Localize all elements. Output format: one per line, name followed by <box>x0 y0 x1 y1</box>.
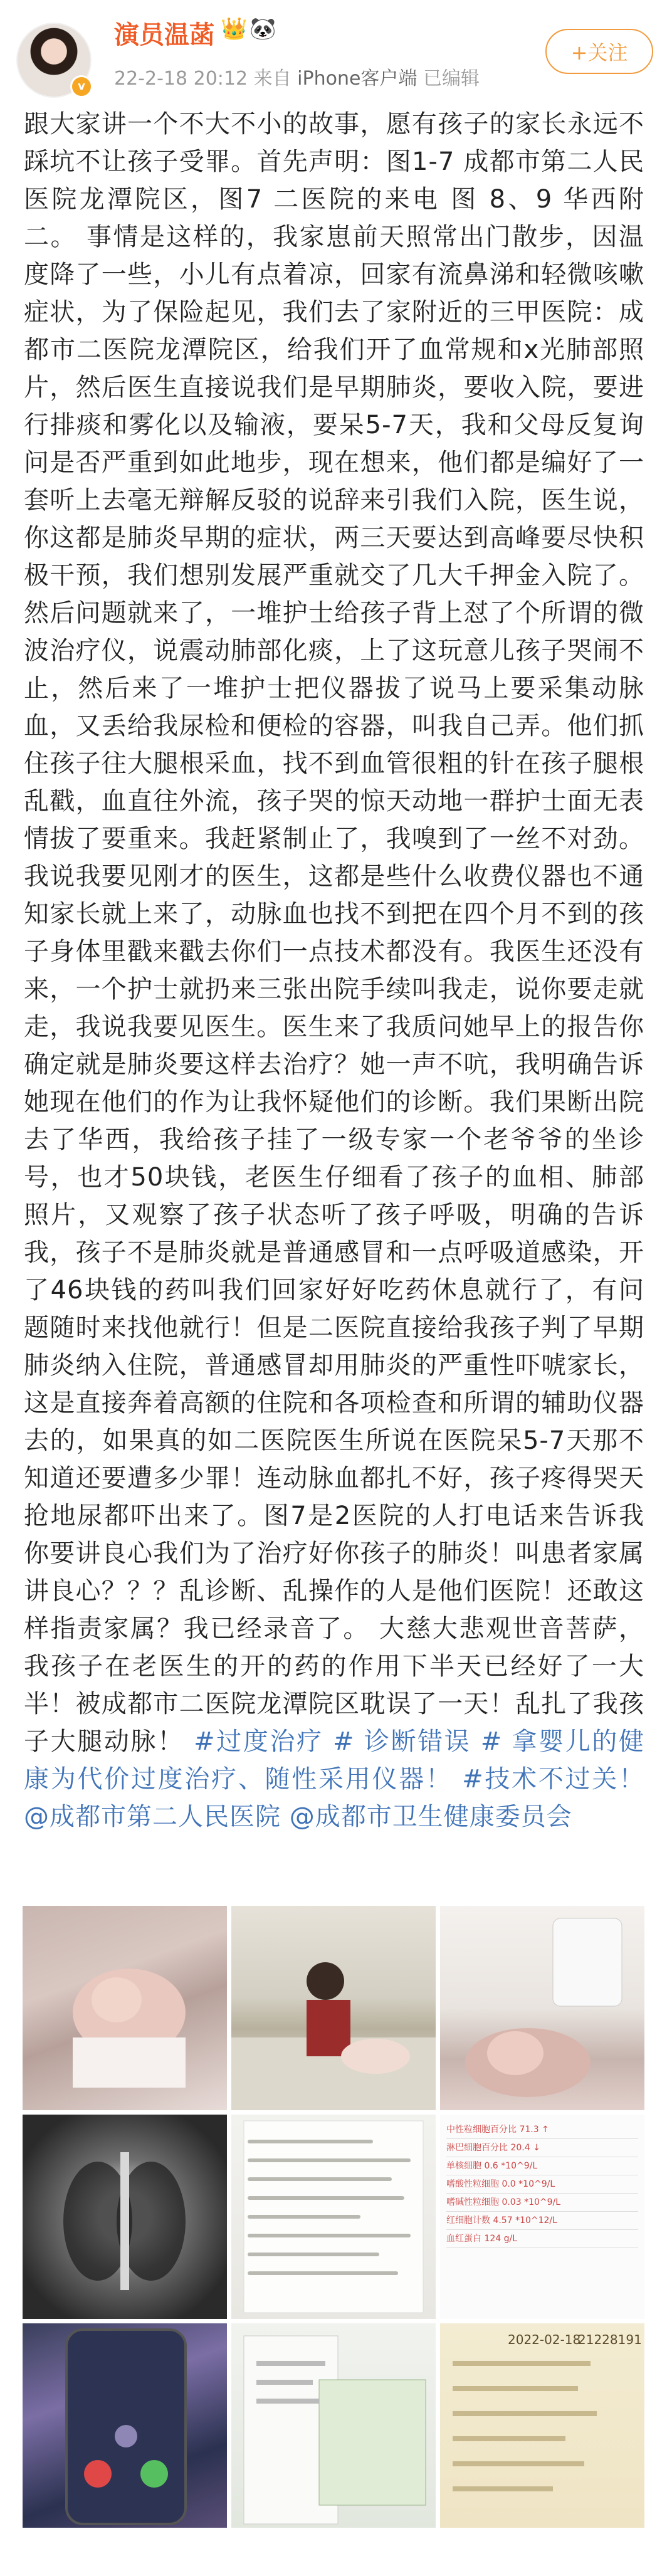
photo-phone-call[interactable] <box>23 2323 227 2528</box>
blood-test-row: 血红蛋白 124 g/L <box>446 2230 638 2248</box>
prescription-icon <box>231 2323 436 2528</box>
blood-test-row: 单核细胞 0.6 *10^9/L <box>446 2157 638 2175</box>
verified-badge-icon: v <box>70 75 93 98</box>
photo-nurse-treatment[interactable] <box>231 1906 436 2110</box>
post-body <box>24 105 644 1836</box>
photo-chest-xray[interactable] <box>23 2115 227 2319</box>
blood-test-row: 嗜碱性粒细胞 0.03 *10^9/L <box>446 2194 638 2212</box>
baby-photo-icon <box>23 1906 227 2110</box>
follow-button[interactable]: +关注 <box>545 29 653 74</box>
crown-icon: 👑 <box>221 16 248 41</box>
mention-chengdu-second-hospital[interactable]: @成都市第二人民医院 <box>24 1802 281 1831</box>
image-grid <box>23 1906 644 2569</box>
photo-baby-bed[interactable] <box>23 1906 227 2110</box>
panda-icon: 🐼 <box>249 16 276 41</box>
hashtag-misdiagnosis[interactable]: # 诊断错误 <box>333 1727 471 1756</box>
hashtag-infant-health[interactable]: # 拿婴儿的健康为代价过度治疗、随性采用仪器！ <box>24 1727 645 1794</box>
receipt-date: 2022-02-18 <box>508 2332 581 2347</box>
post-date: 22-2-18 20:12 <box>114 68 248 90</box>
receipt-icon <box>440 2323 644 2528</box>
xray-icon <box>23 2115 227 2319</box>
post-header <box>0 0 667 94</box>
blood-test-rows <box>446 2121 638 2248</box>
nurse-photo-icon <box>231 1906 436 2110</box>
device-photo-icon <box>440 1906 644 2110</box>
post-text: 跟大家讲一个不大不小的故事，愿有孩子的家长永远不踩坑不让孩子受罪。首先声明：图1-7 成都市第二人民医院龙潭院区，图7 二医院的来电 图 8、9 华西附二。 事情是这样的，我家崽前天照常出门散步，因温度降了一些，小儿有点着凉，回家有流鼻涕和轻微咳嗽症状，为了保险起见，我们去了家附近的三甲医院：成都市二医院龙潭院区，给我们开了血常规和x光肺部照片，然后医生直接说我们是早期肺炎，要收入院，要进行排痰和雾化以及输液，要呆5-7天，我和父母反复询问是否严重到如此地步，现在想来，他们都是编好了一套听上去毫无辩解反驳的说辞来引我们入院，医生说，你这都是肺炎早期的症状，两三天要达到高峰要尽快积极干预，我们想别发展严重就交了几大千押金入院了。然后问题就来了，一堆护士给孩子背上怼了个所谓的微波治疗仪，说震动肺部化痰，上了这玩意儿孩子哭闹不止，然后来了一堆护士把仪器拔了说马上要采集动脉血，又丢给我尿检和便检的容器，叫我自己弄。他们抓住孩子往大腿根采血，找不到血管很粗的针在孩子腿根乱戳，血直往外流，孩子哭的惊天动地一群护士面无表情拔了要重来。我赶紧制止了，我嗅到了一丝不对劲。我说我要见刚才的医生，这都是些什么收费仪器也不通知家长就上来了，动脉血也找不到把在四个月不到的孩子身体里戳来戳去你们一点技术都没有。我医生还没有来，一个护士就扔来三张出院手续叫我走，说你要走就走，我说我要见医生。医生来了我质问她早上的报告你确定就是肺炎要这样去治疗？她一声不吭，我明确告诉她现在他们的作为让我怀疑他们的诊断。我们果断出院去了华西，我给孩子挂了一级专家一个老爷爷的坐诊号，也才50块钱，老医生仔细看了孩子的血相、肺部照片，又观察了孩子状态听了孩子呼吸，明确的告诉我，孩子不是肺炎就是普通感冒和一点呼吸道感染，开了46块钱的药叫我们回家好好吃药休息就行了，有问题随时来找他就行！但是二医院直接给我孩子判了早期肺炎纳入住院，普通感冒却用肺炎的严重性吓唬家长，这是直接奔着高额的住院和各项检查和所谓的辅助仪器去的，如果真的如二医院医生所说在医院呆5-7天那不知道还要遭多少罪！连动脉血都扎不好，孩子疼得哭天抢地尿都吓出来了。图7是2医院的人打电话来告诉我你要讲良心我们为了治疗好你孩子的肺炎！叫患者家属讲良心？？？乱诊断、乱操作的人是他们医院！还敢这样指责家属？我已经录音了。 大慈大悲观世音菩萨，我孩子在老医生的开的药的作用下半天已经好了一大半！被成都市二医院龙潭院区耽误了一天！乱扎了我孩子大腿动脉！ <box>24 110 644 1756</box>
photo-receipt[interactable] <box>440 2323 644 2528</box>
phone-call-icon <box>23 2323 227 2528</box>
blood-test-row: 红细胞计数 4.57 *10^12/L <box>446 2212 638 2230</box>
post-source: iPhone客户端 <box>297 68 418 90</box>
author-name[interactable]: 演员温菡 <box>114 21 214 50</box>
photo-prescription[interactable] <box>231 2323 436 2528</box>
hashtag-overtreatment[interactable]: #过度治疗 <box>194 1727 323 1756</box>
blood-test-row: 嗜酸性粒细胞 0.0 *10^9/L <box>446 2175 638 2194</box>
photo-baby-device[interactable] <box>440 1906 644 2110</box>
post-meta <box>114 63 480 90</box>
mention-chengdu-health-commission[interactable]: @成都市卫生健康委员会 <box>289 1802 572 1831</box>
receipt-code: 21228191 <box>578 2332 642 2347</box>
blood-test-row: 中性粒细胞百分比 71.3 ↑ <box>446 2121 638 2139</box>
hashtag-poor-skill[interactable]: #技术不过关！ <box>462 1765 645 1794</box>
edited-label[interactable]: 已编辑 <box>423 68 480 90</box>
photo-medical-document[interactable] <box>231 2115 436 2319</box>
blood-test-row: 淋巴细胞百分比 20.4 ↓ <box>446 2139 638 2157</box>
source-prefix: 来自 <box>253 68 291 90</box>
photo-blood-test-report[interactable] <box>440 2115 644 2319</box>
